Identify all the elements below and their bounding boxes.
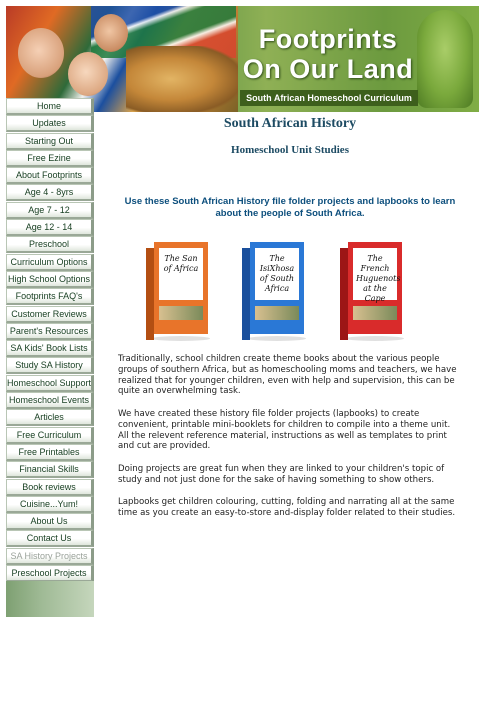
book-spine <box>340 248 348 340</box>
nav-curriculum-options[interactable]: Curriculum Options <box>6 254 94 271</box>
nav-home[interactable]: Home <box>6 98 94 115</box>
nav-faq[interactable]: Footprints FAQ's <box>6 288 94 305</box>
nav-high-school-options[interactable]: High School Options <box>6 271 94 288</box>
nav-book-reviews[interactable]: Book reviews <box>6 479 94 496</box>
site-banner <box>6 6 479 112</box>
nav-articles[interactable]: Articles <box>6 409 94 426</box>
nav-study-sa-history[interactable]: Study SA History <box>6 357 94 374</box>
book-shadow <box>152 336 210 341</box>
site-title: Footprints On Our Land <box>242 24 414 84</box>
nav-cuisine[interactable]: Cuisine...Yum! <box>6 496 94 513</box>
banner-statue-image <box>417 10 473 108</box>
book-isixhosa[interactable] <box>242 242 304 340</box>
book-spine <box>242 248 250 340</box>
banner-lion-image <box>126 46 238 112</box>
nav-homeschool-events[interactable]: Homeschool Events <box>6 392 94 409</box>
book-french-huguenots[interactable] <box>340 242 402 340</box>
nav-book-lists[interactable]: SA Kids' Book Lists <box>6 340 94 357</box>
intro-text: Use these South African History file folder projects and lapbooks to learn about the people of South Africa. <box>124 196 456 219</box>
book-shadow <box>346 336 404 341</box>
book-cover <box>250 242 304 334</box>
page-title: South African History <box>223 116 357 131</box>
nav-preschool-projects[interactable]: Preschool Projects <box>6 565 94 582</box>
banner-face-image <box>18 28 64 78</box>
nav-about-us[interactable]: About Us <box>6 513 94 530</box>
nav-parents-resources[interactable]: Parent's Resources <box>6 323 94 340</box>
book-title: The San of Africa <box>159 248 203 300</box>
sidebar-nav <box>6 98 94 582</box>
nav-about-footprints[interactable]: About Footprints <box>6 167 94 184</box>
book-san-of-africa[interactable] <box>146 242 208 340</box>
nav-starting-out[interactable]: Starting Out <box>6 133 94 150</box>
book-title: The IsiXhosa of South Africa <box>255 248 299 300</box>
nav-financial-skills[interactable]: Financial Skills <box>6 461 94 478</box>
book-cover-picture <box>353 306 397 320</box>
nav-free-ezine[interactable]: Free Ezine <box>6 150 94 167</box>
page-subtitle: Homeschool Unit Studies <box>231 144 349 156</box>
nav-contact-us[interactable]: Contact Us <box>6 530 94 547</box>
nav-homeschool-support[interactable]: Homeschool Support <box>6 375 94 392</box>
book-title: The French Huguenots at the Cape <box>353 248 397 300</box>
nav-age-4-8[interactable]: Age 4 - 8yrs <box>6 184 94 201</box>
book-cover <box>348 242 402 334</box>
paragraph: Traditionally, school children create theme books about the various people groups of southern Africa, but as homeschooling moms and teachers, we have realized that for younger children, even with help and supervision, this can be quite an overwhelming task. <box>118 354 457 397</box>
nav-sa-history-projects: SA History Projects <box>6 548 94 565</box>
book-cover-picture <box>255 306 299 320</box>
nav-updates[interactable]: Updates <box>6 115 94 132</box>
banner-face-image <box>94 14 128 52</box>
banner-face-image <box>68 52 108 96</box>
nav-customer-reviews[interactable]: Customer Reviews <box>6 306 94 323</box>
paragraph: Lapbooks get children colouring, cutting, folding and narrating all at the same time as you create an easy-to-store and-display folder related to their studies. <box>118 497 456 518</box>
paragraph: We have created these history file folder projects (lapbooks) to create convenient, printable mini-booklets for children to compile into a theme unit. All the relevent reference material, instructions as well as templates to print and cut are provided. <box>118 409 451 452</box>
book-cover-picture <box>159 306 203 320</box>
paragraph: Doing projects are great fun when they are linked to your children's topic of study and not just done for the sake of having something to show others. <box>118 464 445 485</box>
nav-age-7-12[interactable]: Age 7 - 12 <box>6 202 94 219</box>
sidebar-footer-image <box>6 581 94 617</box>
nav-free-curriculum[interactable]: Free Curriculum <box>6 427 94 444</box>
site-subtitle: South African Homeschool Curriculum <box>240 90 418 106</box>
nav-preschool[interactable]: Preschool <box>6 236 94 253</box>
nav-age-12-14[interactable]: Age 12 - 14 <box>6 219 94 236</box>
book-cover <box>154 242 208 334</box>
book-spine <box>146 248 154 340</box>
nav-free-printables[interactable]: Free Printables <box>6 444 94 461</box>
book-shadow <box>248 336 306 341</box>
